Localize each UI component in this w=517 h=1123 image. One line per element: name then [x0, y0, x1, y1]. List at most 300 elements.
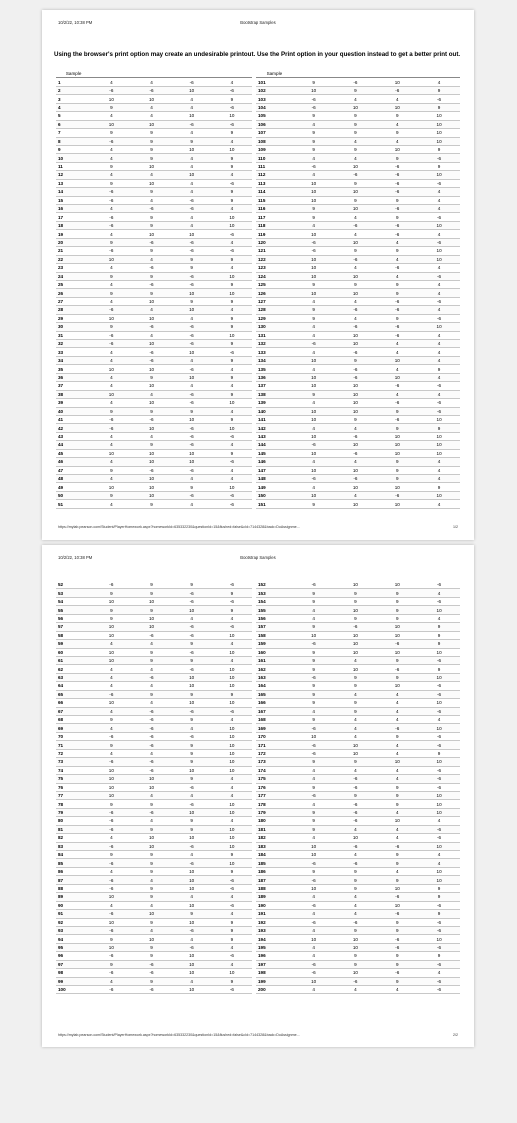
sample-number: 128 — [256, 306, 293, 314]
sample-value: 9 — [131, 893, 171, 901]
sample-value: 10 — [172, 86, 212, 94]
sample-value: 4 — [131, 876, 171, 884]
sample-value: -6 — [376, 162, 418, 170]
sample-value: 10 — [418, 699, 460, 707]
sample-value: 10 — [131, 475, 171, 483]
sample-value: 4 — [376, 707, 418, 715]
table-row — [256, 690, 460, 698]
sample-value: -6 — [418, 238, 460, 246]
sample-value: 9 — [212, 154, 252, 162]
sample-value: 10 — [172, 230, 212, 238]
table-row — [256, 766, 460, 774]
sample-value: 4 — [131, 306, 171, 314]
sample-value: 10 — [335, 103, 377, 111]
sample-value: -6 — [131, 960, 171, 968]
sample-value: 10 — [212, 112, 252, 120]
sample-value: 9 — [335, 960, 377, 968]
sample-number: 8 — [56, 137, 91, 145]
sample-value: -6 — [131, 986, 171, 994]
sample-number: 22 — [56, 255, 91, 263]
sample-number: 88 — [56, 884, 91, 892]
sample-number: 106 — [256, 120, 293, 128]
sample-number: 103 — [256, 95, 293, 103]
table-row — [56, 145, 252, 153]
sample-value: -6 — [335, 623, 377, 631]
sample-value: -6 — [418, 977, 460, 985]
sample-value: -6 — [91, 817, 131, 825]
table-row — [256, 289, 460, 297]
sample-value: 4 — [293, 800, 335, 808]
table-row — [56, 424, 252, 432]
table-row — [56, 673, 252, 681]
table-row — [256, 851, 460, 859]
sample-number: 70 — [56, 732, 91, 740]
sample-value: 10 — [335, 238, 377, 246]
sample-value: -6 — [91, 910, 131, 918]
sample-value: 9 — [376, 859, 418, 867]
table-row — [56, 255, 252, 263]
sample-value: -6 — [131, 969, 171, 977]
sample-value: 4 — [418, 196, 460, 204]
sample-value: -6 — [172, 623, 212, 631]
sample-value: -6 — [131, 415, 171, 423]
sample-value: 4 — [376, 834, 418, 842]
sample-number: 31 — [56, 331, 91, 339]
sample-value: 10 — [131, 623, 171, 631]
sample-value: 4 — [293, 775, 335, 783]
sample-value: 10 — [293, 449, 335, 457]
sample-value: 4 — [91, 297, 131, 305]
sample-value: 9 — [293, 390, 335, 398]
sample-value: 10 — [172, 682, 212, 690]
sample-value: -6 — [212, 500, 252, 508]
sample-value: 10 — [376, 483, 418, 491]
table-row — [256, 867, 460, 875]
table-row — [256, 977, 460, 985]
sample-number: 189 — [256, 893, 293, 901]
sample-value: 9 — [335, 614, 377, 622]
sample-value: 10 — [212, 808, 252, 816]
sample-value: 10 — [418, 648, 460, 656]
sample-number: 171 — [256, 741, 293, 749]
sample-value: 9 — [131, 690, 171, 698]
sample-value: 4 — [293, 171, 335, 179]
sample-value: -6 — [418, 581, 460, 589]
sample-value: -6 — [376, 665, 418, 673]
sample-value: 4 — [212, 943, 252, 951]
sample-value: -6 — [293, 741, 335, 749]
header-title: Bootstrap Samples — [240, 20, 276, 25]
table-row — [256, 264, 460, 272]
sample-number: 47 — [56, 466, 91, 474]
table-row — [56, 432, 252, 440]
table-row — [256, 424, 460, 432]
sample-value: 9 — [293, 500, 335, 508]
table-row — [256, 640, 460, 648]
table-row — [56, 205, 252, 213]
sample-value: 4 — [335, 424, 377, 432]
table-row — [256, 103, 460, 111]
sample-value: 10 — [91, 766, 131, 774]
sample-value: 4 — [91, 348, 131, 356]
table-row — [56, 640, 252, 648]
sample-value: 10 — [335, 648, 377, 656]
table-row — [56, 817, 252, 825]
sample-value: 9 — [91, 614, 131, 622]
sample-value: 10 — [212, 724, 252, 732]
table-row — [56, 707, 252, 715]
sample-number: 1 — [56, 78, 91, 86]
table-row — [256, 390, 460, 398]
sample-value: 9 — [212, 340, 252, 348]
sample-value: 4 — [91, 682, 131, 690]
sample-value: 10 — [212, 424, 252, 432]
sample-number: 151 — [256, 500, 293, 508]
sample-value: 9 — [131, 137, 171, 145]
sample-value: -6 — [212, 597, 252, 605]
sample-value: 4 — [418, 340, 460, 348]
sample-value: 10 — [335, 331, 377, 339]
sample-value: 4 — [335, 213, 377, 221]
page-number: 2/2 — [453, 1033, 458, 1037]
sample-value: 9 — [376, 247, 418, 255]
table-row — [56, 960, 252, 968]
sample-number: 34 — [56, 356, 91, 364]
sample-number: 184 — [256, 851, 293, 859]
sample-number: 3 — [56, 95, 91, 103]
sample-value: -6 — [293, 859, 335, 867]
sample-value: 10 — [418, 724, 460, 732]
sample-value: 9 — [376, 424, 418, 432]
page-header — [58, 20, 458, 28]
sample-value: 9 — [418, 749, 460, 757]
sample-number: 105 — [256, 112, 293, 120]
sample-number: 4 — [56, 103, 91, 111]
sample-number: 193 — [256, 926, 293, 934]
table-row — [56, 238, 252, 246]
sample-value: 9 — [212, 415, 252, 423]
sample-value: -6 — [376, 910, 418, 918]
sample-value: -6 — [293, 673, 335, 681]
sample-value: 4 — [91, 834, 131, 842]
sample-value: 10 — [418, 867, 460, 875]
sample-value: 4 — [418, 817, 460, 825]
table-row — [256, 910, 460, 918]
sample-value: 9 — [131, 851, 171, 859]
sample-value: 4 — [172, 356, 212, 364]
sample-value: 10 — [293, 373, 335, 381]
sample-value: 4 — [212, 775, 252, 783]
sample-value: 10 — [335, 289, 377, 297]
sample-value: 4 — [293, 120, 335, 128]
sample-value: 9 — [212, 188, 252, 196]
sample-number: 62 — [56, 665, 91, 673]
sample-value: 4 — [418, 969, 460, 977]
table-row — [56, 483, 252, 491]
sample-value: 10 — [335, 834, 377, 842]
sample-number: 183 — [256, 842, 293, 850]
sample-value: 10 — [172, 171, 212, 179]
sample-value: 9 — [131, 441, 171, 449]
sample-value: 10 — [293, 289, 335, 297]
sample-value: 10 — [172, 952, 212, 960]
sample-value: -6 — [418, 943, 460, 951]
sample-value: 10 — [376, 817, 418, 825]
sample-value: -6 — [335, 918, 377, 926]
sample-value: 10 — [335, 581, 377, 589]
table-row — [256, 449, 460, 457]
sample-value: 9 — [131, 859, 171, 867]
sample-value: 4 — [293, 221, 335, 229]
sample-value: 10 — [293, 179, 335, 187]
sample-value: 10 — [91, 656, 131, 664]
sample-value: -6 — [376, 935, 418, 943]
sample-value: 10 — [335, 399, 377, 407]
sample-number: 26 — [56, 289, 91, 297]
sample-value: -6 — [212, 581, 252, 589]
sample-number: 46 — [56, 458, 91, 466]
sample-value: 10 — [212, 399, 252, 407]
table-row — [56, 323, 252, 331]
table-row — [56, 825, 252, 833]
sample-value: 9 — [335, 699, 377, 707]
sample-value: -6 — [91, 926, 131, 934]
sample-value: 9 — [212, 196, 252, 204]
sample-value: 9 — [376, 597, 418, 605]
sample-value: 4 — [91, 458, 131, 466]
table-row — [256, 348, 460, 356]
sample-value: 9 — [91, 851, 131, 859]
sample-number: 113 — [256, 179, 293, 187]
sample-value: 4 — [131, 791, 171, 799]
table-row — [56, 264, 252, 272]
sample-value: -6 — [131, 631, 171, 639]
samples-table-left — [56, 581, 252, 994]
sample-number: 45 — [56, 449, 91, 457]
table-row — [56, 935, 252, 943]
sample-value: 4 — [131, 196, 171, 204]
sample-number: 180 — [256, 817, 293, 825]
sample-value: 10 — [131, 614, 171, 622]
sample-number: 134 — [256, 356, 293, 364]
sample-value: 10 — [131, 162, 171, 170]
sample-value: -6 — [172, 631, 212, 639]
sample-value: 4 — [376, 749, 418, 757]
sample-number: 99 — [56, 977, 91, 985]
table-row — [56, 876, 252, 884]
sample-number: 77 — [56, 791, 91, 799]
sample-value: 4 — [293, 424, 335, 432]
table-row — [256, 648, 460, 656]
sample-value: 9 — [376, 407, 418, 415]
sample-number: 110 — [256, 154, 293, 162]
sample-value: 10 — [335, 500, 377, 508]
sample-number: 95 — [56, 943, 91, 951]
sample-number: 87 — [56, 876, 91, 884]
sample-value: 10 — [335, 631, 377, 639]
sample-value: -6 — [293, 901, 335, 909]
sample-value: 9 — [212, 851, 252, 859]
sample-value: 4 — [172, 129, 212, 137]
table-row — [256, 356, 460, 364]
table-row — [56, 648, 252, 656]
sample-value: 4 — [131, 112, 171, 120]
table-row — [256, 491, 460, 499]
sample-value: -6 — [376, 179, 418, 187]
sample-number: 50 — [56, 491, 91, 499]
sample-value: -6 — [293, 238, 335, 246]
sample-value: 9 — [335, 867, 377, 875]
sample-value: 9 — [293, 699, 335, 707]
sample-value: 4 — [376, 867, 418, 875]
sample-value: 9 — [131, 648, 171, 656]
sample-value: -6 — [335, 475, 377, 483]
sample-value: 10 — [131, 297, 171, 305]
sample-value: 4 — [376, 808, 418, 816]
sample-value: -6 — [376, 331, 418, 339]
sample-value: 10 — [172, 112, 212, 120]
sample-value: -6 — [91, 340, 131, 348]
sample-number: 39 — [56, 399, 91, 407]
sample-value: 10 — [376, 758, 418, 766]
table-row — [56, 766, 252, 774]
table-row — [56, 103, 252, 111]
sample-value: 4 — [212, 783, 252, 791]
sample-value: -6 — [376, 842, 418, 850]
sample-value: 4 — [212, 893, 252, 901]
sample-value: 4 — [212, 382, 252, 390]
sample-number: 41 — [56, 415, 91, 423]
sample-number: 112 — [256, 171, 293, 179]
sample-value: 9 — [212, 162, 252, 170]
sample-value: 10 — [212, 631, 252, 639]
sample-value: 4 — [131, 331, 171, 339]
sample-value: 4 — [335, 137, 377, 145]
sample-value: 10 — [131, 775, 171, 783]
table-row — [256, 441, 460, 449]
samples-table-left — [56, 70, 252, 509]
sample-number: 170 — [256, 732, 293, 740]
sample-value: 10 — [91, 597, 131, 605]
sample-value: 10 — [91, 893, 131, 901]
sample-value: 9 — [212, 255, 252, 263]
sample-number: 49 — [56, 483, 91, 491]
sample-value: 10 — [172, 145, 212, 153]
sample-number: 75 — [56, 775, 91, 783]
print-page-2 — [42, 545, 474, 1047]
sample-value: 10 — [293, 415, 335, 423]
sample-value: 4 — [293, 483, 335, 491]
sample-number: 192 — [256, 918, 293, 926]
sample-value: 4 — [335, 95, 377, 103]
sample-number: 102 — [256, 86, 293, 94]
sample-number: 188 — [256, 884, 293, 892]
sample-value: 4 — [418, 78, 460, 86]
sample-value: 4 — [91, 145, 131, 153]
sample-value: 10 — [418, 171, 460, 179]
table-row — [56, 732, 252, 740]
sample-value: 10 — [212, 699, 252, 707]
sample-value: 9 — [376, 732, 418, 740]
sample-number: 18 — [56, 221, 91, 229]
table-row — [256, 901, 460, 909]
table-row — [256, 631, 460, 639]
sample-value: 10 — [418, 791, 460, 799]
sample-value: 10 — [335, 188, 377, 196]
sample-value: 10 — [376, 356, 418, 364]
table-row — [56, 171, 252, 179]
sample-value: 9 — [293, 597, 335, 605]
sample-value: 4 — [376, 340, 418, 348]
table-row — [56, 842, 252, 850]
sample-value: -6 — [335, 783, 377, 791]
sample-number: 119 — [256, 230, 293, 238]
sample-value: 10 — [418, 129, 460, 137]
sample-value: 4 — [376, 766, 418, 774]
table-row — [56, 682, 252, 690]
sample-value: 10 — [212, 825, 252, 833]
sample-value: -6 — [293, 247, 335, 255]
sample-value: 9 — [293, 129, 335, 137]
sample-value: -6 — [293, 724, 335, 732]
sample-number: 195 — [256, 943, 293, 951]
sample-value: 9 — [212, 390, 252, 398]
table-row — [56, 120, 252, 128]
sample-number: 159 — [256, 640, 293, 648]
sample-value: -6 — [418, 825, 460, 833]
table-row — [56, 977, 252, 985]
sample-value: -6 — [418, 314, 460, 322]
sample-value: 4 — [376, 775, 418, 783]
sample-value: 4 — [212, 640, 252, 648]
table-row — [56, 441, 252, 449]
table-row — [56, 382, 252, 390]
sample-value: 10 — [418, 935, 460, 943]
sample-value: 10 — [91, 918, 131, 926]
sample-value: 4 — [418, 475, 460, 483]
table-row — [256, 791, 460, 799]
sample-value: 9 — [376, 314, 418, 322]
sample-number: 190 — [256, 901, 293, 909]
sample-value: 4 — [418, 390, 460, 398]
sample-value: -6 — [335, 373, 377, 381]
table-row — [256, 221, 460, 229]
table-row — [256, 306, 460, 314]
sample-number: 42 — [56, 424, 91, 432]
table-row — [256, 314, 460, 322]
sample-value: 9 — [212, 280, 252, 288]
sample-number: 116 — [256, 205, 293, 213]
sample-value: 4 — [335, 901, 377, 909]
table-row — [56, 137, 252, 145]
sample-value: -6 — [293, 876, 335, 884]
sample-value: 9 — [212, 935, 252, 943]
sample-value: 9 — [131, 272, 171, 280]
sample-value: 9 — [376, 800, 418, 808]
sample-number: 137 — [256, 382, 293, 390]
sample-value: -6 — [172, 926, 212, 934]
sample-value: 10 — [131, 491, 171, 499]
sample-number: 115 — [256, 196, 293, 204]
sample-value: 4 — [293, 297, 335, 305]
sample-number: 20 — [56, 238, 91, 246]
table-row — [256, 960, 460, 968]
sample-value: 4 — [131, 699, 171, 707]
sample-number: 58 — [56, 631, 91, 639]
table-row — [56, 449, 252, 457]
sample-value: 10 — [418, 758, 460, 766]
sample-value: 10 — [172, 918, 212, 926]
